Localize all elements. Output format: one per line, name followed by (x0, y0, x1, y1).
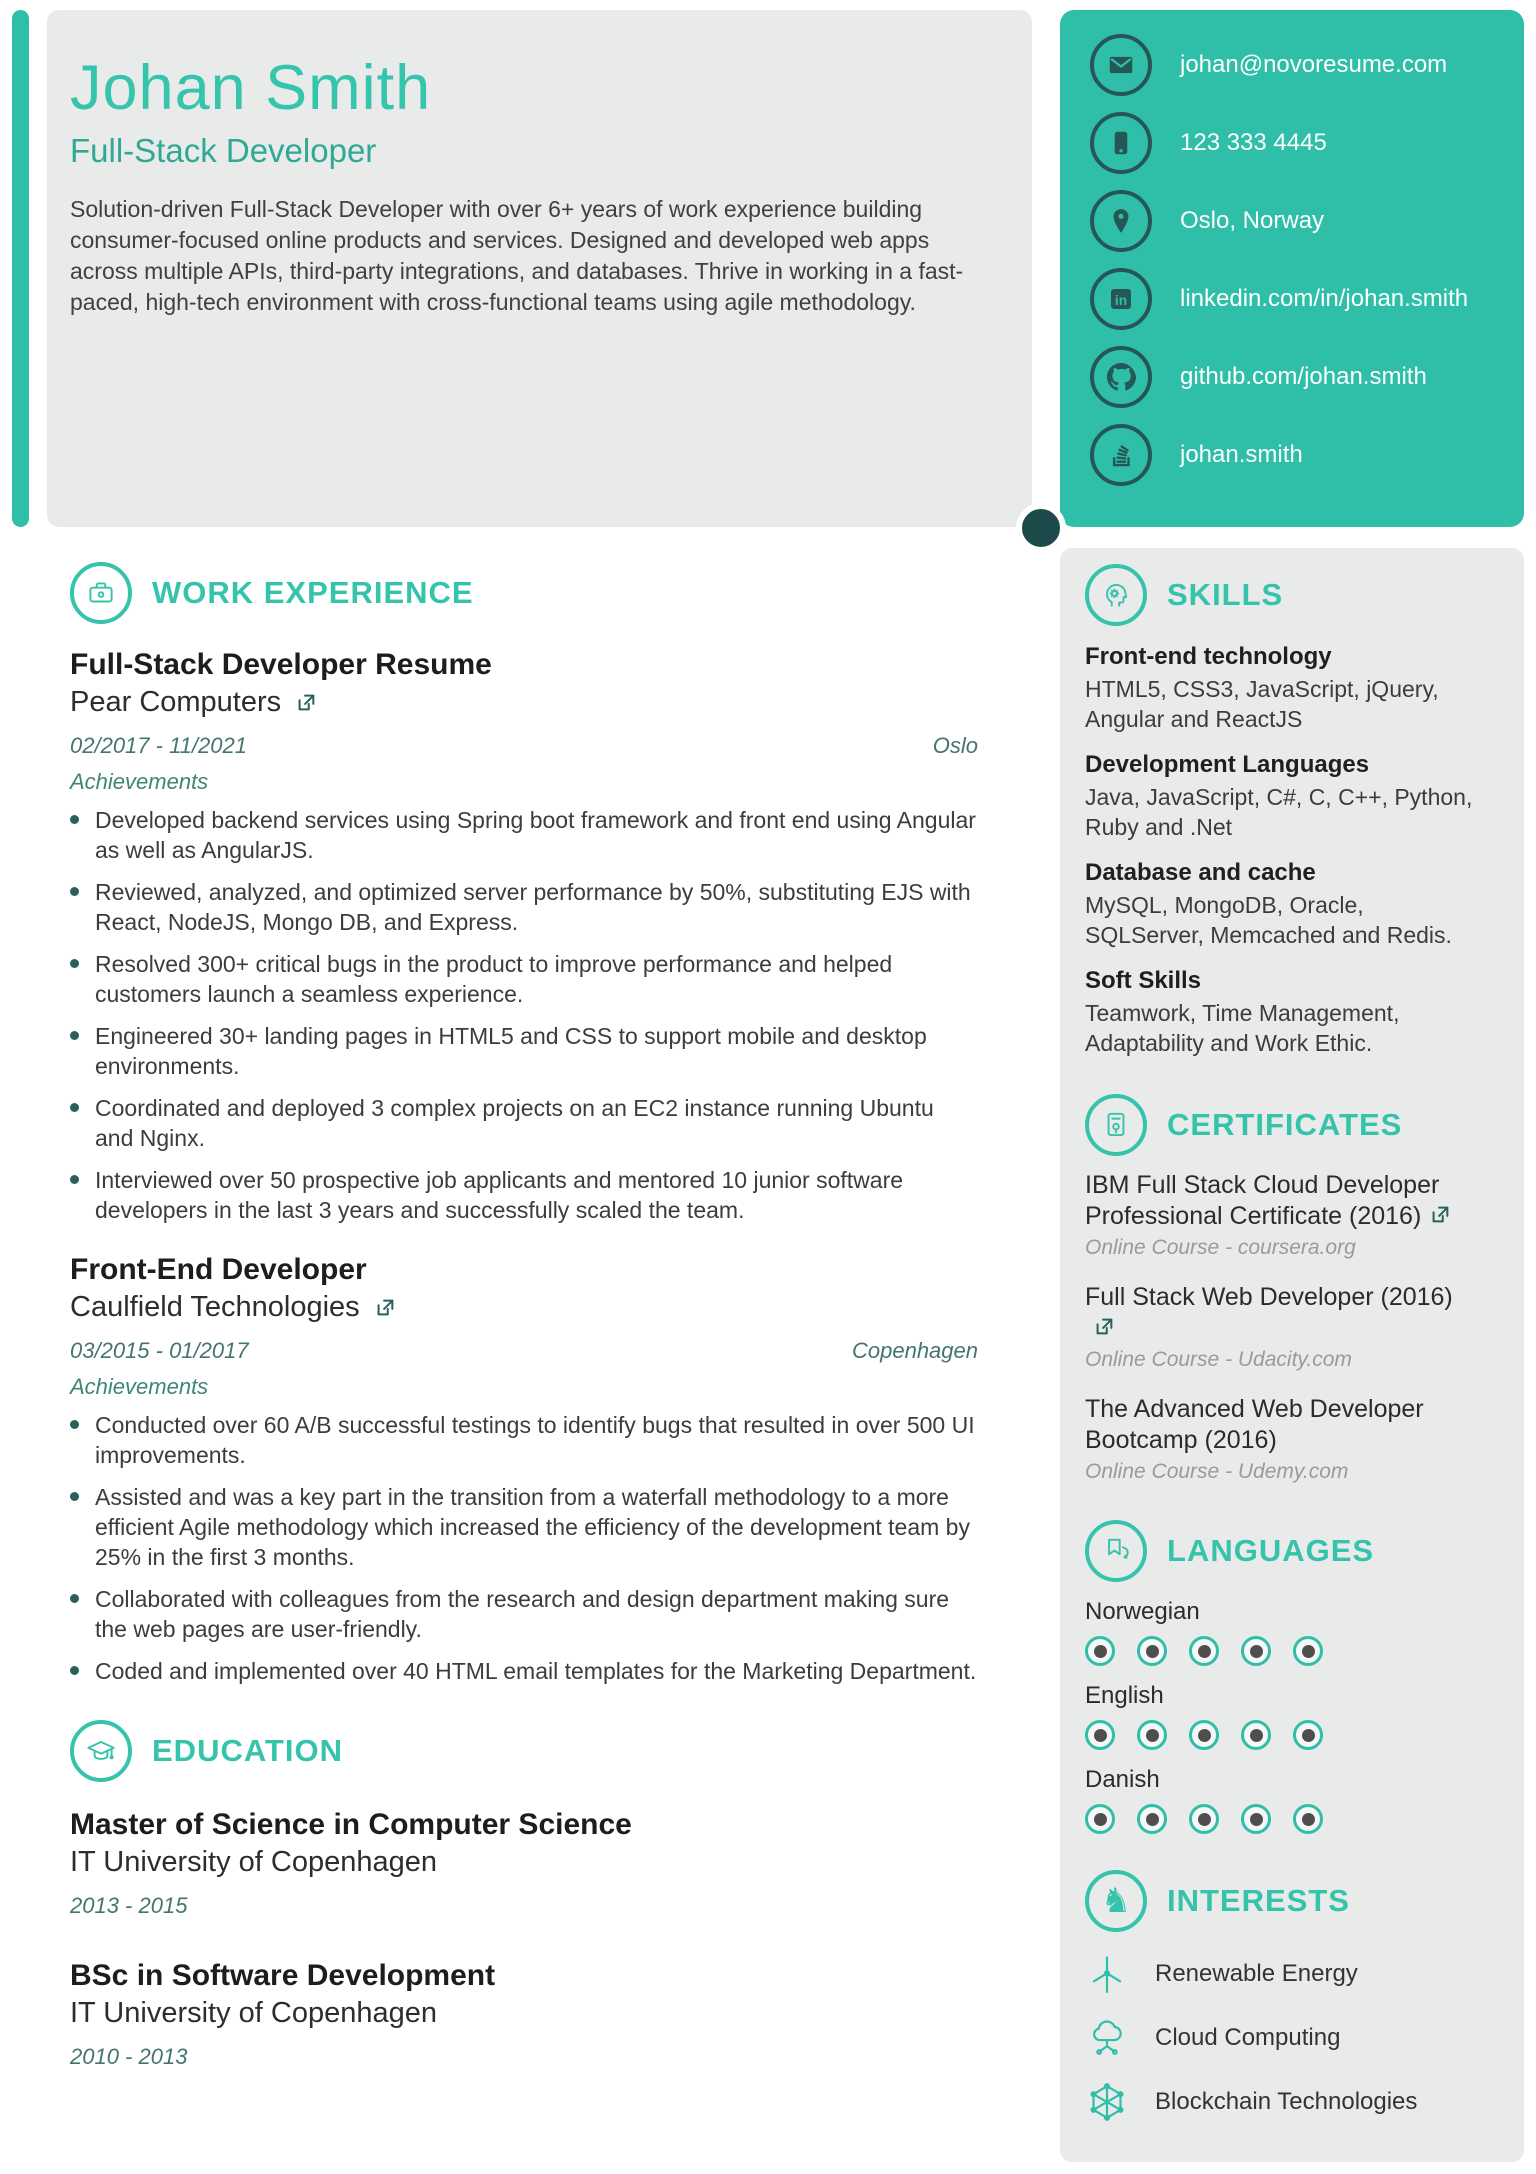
level-dot (1189, 1804, 1219, 1834)
chess-knight-icon: ♞ (1085, 1870, 1147, 1932)
achievement-item: Coded and implemented over 40 HTML email templates for the Marketing Department. (70, 1656, 978, 1686)
stackoverflow-icon (1090, 424, 1152, 486)
certificate-provider: Online Course - coursera.org (1085, 1236, 1356, 1259)
contact-row-stackoverflow[interactable] (1090, 424, 1504, 486)
education-entry (70, 1959, 978, 2070)
language-level (1085, 1636, 1482, 1666)
achievement-list (70, 1410, 978, 1686)
certificates-header (1085, 1094, 1482, 1156)
certificate-icon (1085, 1094, 1147, 1156)
degree-title: BSc in Software Development (70, 1959, 496, 1992)
cloud-computing-icon (1085, 2016, 1129, 2060)
level-dot (1241, 1636, 1271, 1666)
work-experience-header (70, 562, 978, 624)
phone-icon (1090, 112, 1152, 174)
contact-row-email[interactable] (1090, 34, 1504, 96)
skill-group-name: Database and cache (1085, 859, 1316, 886)
achievement-item: Reviewed, analyzed, and optimized server performance by 50%, substituting EJS with React, NodeJS, Mongo DB, and Express. (70, 877, 978, 937)
work-experience-title: WORK EXPERIENCE (152, 575, 474, 610)
language-item (1085, 1598, 1482, 1666)
achievements-label: Achievements (70, 769, 209, 794)
email-icon (1090, 34, 1152, 96)
level-dot (1241, 1720, 1271, 1750)
achievement-item: Resolved 300+ critical bugs in the product to improve performance and helped customers launch a seamless experience. (70, 949, 978, 1009)
interest-label: Renewable Energy (1155, 1960, 1358, 1987)
contact-linkedin: linkedin.com/in/johan.smith (1180, 285, 1469, 312)
contact-row-linkedin[interactable] (1090, 268, 1504, 330)
bullet-dot (70, 1420, 79, 1429)
creative-head-icon (1085, 564, 1147, 626)
interests-title: INTERESTS (1167, 1883, 1350, 1918)
bullet-dot (70, 1031, 79, 1040)
language-name: Danish (1085, 1766, 1160, 1793)
level-dot (1241, 1804, 1271, 1834)
skill-group-text: MySQL, MongoDB, Oracle, SQLServer, Memcached and Redis. (1085, 892, 1452, 948)
contact-row-phone[interactable] (1090, 112, 1504, 174)
achievements-label: Achievements (70, 1374, 209, 1399)
job-entry (70, 1253, 978, 1686)
contact-location: Oslo, Norway (1180, 207, 1325, 234)
interest-label: Blockchain Technologies (1155, 2088, 1418, 2115)
certificate-item (1085, 1282, 1482, 1372)
interest-item (1085, 2080, 1482, 2124)
achievement-item: Interviewed over 50 prospective job applicants and mentored 10 junior software developers in the last 3 years and successfully scaled the team. (70, 1165, 978, 1225)
skill-group (1085, 966, 1482, 1058)
job-location: Copenhagen (851, 1338, 978, 1363)
person-name: Johan Smith (70, 53, 432, 123)
certificate-provider: Online Course - Udacity.com (1085, 1348, 1352, 1371)
job-title: Front-End Developer (70, 1253, 367, 1286)
skill-group-text: HTML5, CSS3, JavaScript, jQuery, Angular and ReactJS (1085, 676, 1439, 732)
github-icon (1090, 346, 1152, 408)
certificate-item (1085, 1394, 1482, 1484)
certificate-name: Full Stack Web Developer (2016) (1085, 1282, 1482, 1344)
education-dates: 2010 - 2013 (70, 2044, 188, 2069)
level-dot (1137, 1804, 1167, 1834)
bullet-dot (70, 887, 79, 896)
school-name: IT University of Copenhagen (70, 1846, 438, 1878)
skill-group-name: Development Languages (1085, 751, 1370, 778)
level-dot (1293, 1636, 1323, 1666)
external-link-icon[interactable] (295, 692, 317, 714)
bullet-dot (70, 1594, 79, 1603)
person-title: Full-Stack Developer (70, 132, 377, 170)
certificates-title: CERTIFICATES (1167, 1107, 1403, 1142)
location-icon (1090, 190, 1152, 252)
certificate-item (1085, 1170, 1482, 1260)
contact-phone: 123 333 4445 (1180, 129, 1327, 156)
interest-label: Cloud Computing (1155, 2024, 1341, 2051)
school-name: IT University of Copenhagen (70, 1997, 438, 2029)
language-bookmark-icon (1085, 1520, 1147, 1582)
sidebar (1060, 548, 1524, 2162)
job-location: Oslo (932, 733, 978, 758)
blockchain-icon (1085, 2080, 1129, 2124)
achievement-item: Coordinated and deployed 3 complex projects on an EC2 instance running Ubuntu and Nginx. (70, 1093, 978, 1153)
education-title: EDUCATION (152, 1733, 343, 1768)
degree-title: Master of Science in Computer Science (70, 1808, 632, 1841)
bullet-dot (70, 1175, 79, 1184)
external-link-icon[interactable] (1429, 1204, 1451, 1226)
skill-group-text: Java, JavaScript, C#, C, C++, Python, Ruby and .Net (1085, 784, 1473, 840)
contact-card (1060, 10, 1524, 527)
level-dot (1137, 1636, 1167, 1666)
skill-group-name: Soft Skills (1085, 967, 1202, 994)
graduation-cap-icon (70, 1720, 132, 1782)
job-title: Full-Stack Developer Resume (70, 648, 492, 681)
language-name: Norwegian (1085, 1598, 1200, 1625)
bullet-dot (70, 1103, 79, 1112)
achievement-list (70, 805, 978, 1225)
language-level (1085, 1720, 1482, 1750)
job-dates: 03/2015 - 01/2017 (70, 1338, 249, 1363)
skill-group-name: Front-end technology (1085, 643, 1332, 670)
level-dot (1189, 1720, 1219, 1750)
job-entry (70, 648, 978, 1225)
bullet-dot (70, 959, 79, 968)
achievement-item: Collaborated with colleagues from the research and design department making sure the web pages are user-friendly. (70, 1584, 978, 1644)
header-card (47, 10, 1032, 527)
linkedin-icon (1090, 268, 1152, 330)
skill-group (1085, 750, 1482, 842)
skills-title: SKILLS (1167, 577, 1284, 612)
education-dates: 2013 - 2015 (70, 1893, 188, 1918)
education-header (70, 1720, 978, 1782)
skills-header (1085, 564, 1482, 626)
company-name: Pear Computers (70, 686, 282, 718)
level-dot (1085, 1720, 1115, 1750)
briefcase-icon (70, 562, 132, 624)
main-column (70, 548, 978, 2110)
achievement-item: Conducted over 60 A/B successful testings to identify bugs that resulted in over 500 UI improvements. (70, 1410, 978, 1470)
skill-group-text: Teamwork, Time Management, Adaptability and Work Ethic. (1085, 1000, 1400, 1056)
interest-item (1085, 2016, 1482, 2060)
contact-github: github.com/johan.smith (1180, 363, 1427, 390)
skill-group (1085, 858, 1482, 950)
summary-text: Solution-driven Full-Stack Developer with over 6+ years of work experience building consumer-focused online products and services. Designed and developed web apps across multiple APIs, third-party integrations, and databases. Thrive in working in a fast-paced, high-tech environment with cross-functional teams using agile methodology. (70, 196, 964, 316)
bullet-dot (70, 815, 79, 824)
external-link-icon[interactable] (1093, 1316, 1115, 1338)
contact-email: johan@novoresume.com (1180, 51, 1448, 78)
contact-row-github[interactable] (1090, 346, 1504, 408)
svg-text:in: in (1114, 292, 1128, 308)
job-dates: 02/2017 - 11/2021 (70, 733, 247, 758)
achievement-item: Assisted and was a key part in the transition from a waterfall methodology to a more efficient Agile methodology which increased the efficiency of the development team by 25% in the first 3 months. (70, 1482, 978, 1572)
certificate-name: IBM Full Stack Cloud Developer Professional Certificate (2016) (1085, 1170, 1482, 1232)
languages-header (1085, 1520, 1482, 1582)
contact-row-location[interactable] (1090, 190, 1504, 252)
certificate-provider: Online Course - Udemy.com (1085, 1460, 1349, 1483)
language-item (1085, 1682, 1482, 1750)
certificate-name: The Advanced Web Developer Bootcamp (2016) (1085, 1395, 1424, 1454)
interests-header (1085, 1870, 1482, 1932)
level-dot (1137, 1720, 1167, 1750)
language-name: English (1085, 1682, 1164, 1709)
interest-item (1085, 1952, 1482, 1996)
level-dot (1293, 1804, 1323, 1834)
junction-dot (1016, 503, 1066, 553)
achievement-item: Engineered 30+ landing pages in HTML5 and CSS to support mobile and desktop environments. (70, 1021, 978, 1081)
level-dot (1085, 1636, 1115, 1666)
level-dot (1085, 1804, 1115, 1834)
bullet-dot (70, 1666, 79, 1675)
achievement-item: Developed backend services using Spring boot framework and front end using Angular as well as AngularJS. (70, 805, 978, 865)
skill-group (1085, 642, 1482, 734)
company-name: Caulfield Technologies (70, 1291, 360, 1323)
language-level (1085, 1804, 1482, 1834)
language-item (1085, 1766, 1482, 1834)
level-dot (1189, 1636, 1219, 1666)
languages-title: LANGUAGES (1167, 1533, 1375, 1568)
bullet-dot (70, 1492, 79, 1501)
external-link-icon[interactable] (374, 1297, 396, 1319)
contact-stackoverflow: johan.smith (1180, 441, 1303, 468)
education-entry (70, 1808, 978, 1919)
level-dot (1293, 1720, 1323, 1750)
accent-bar (12, 10, 29, 527)
wind-turbine-icon (1085, 1952, 1129, 1996)
